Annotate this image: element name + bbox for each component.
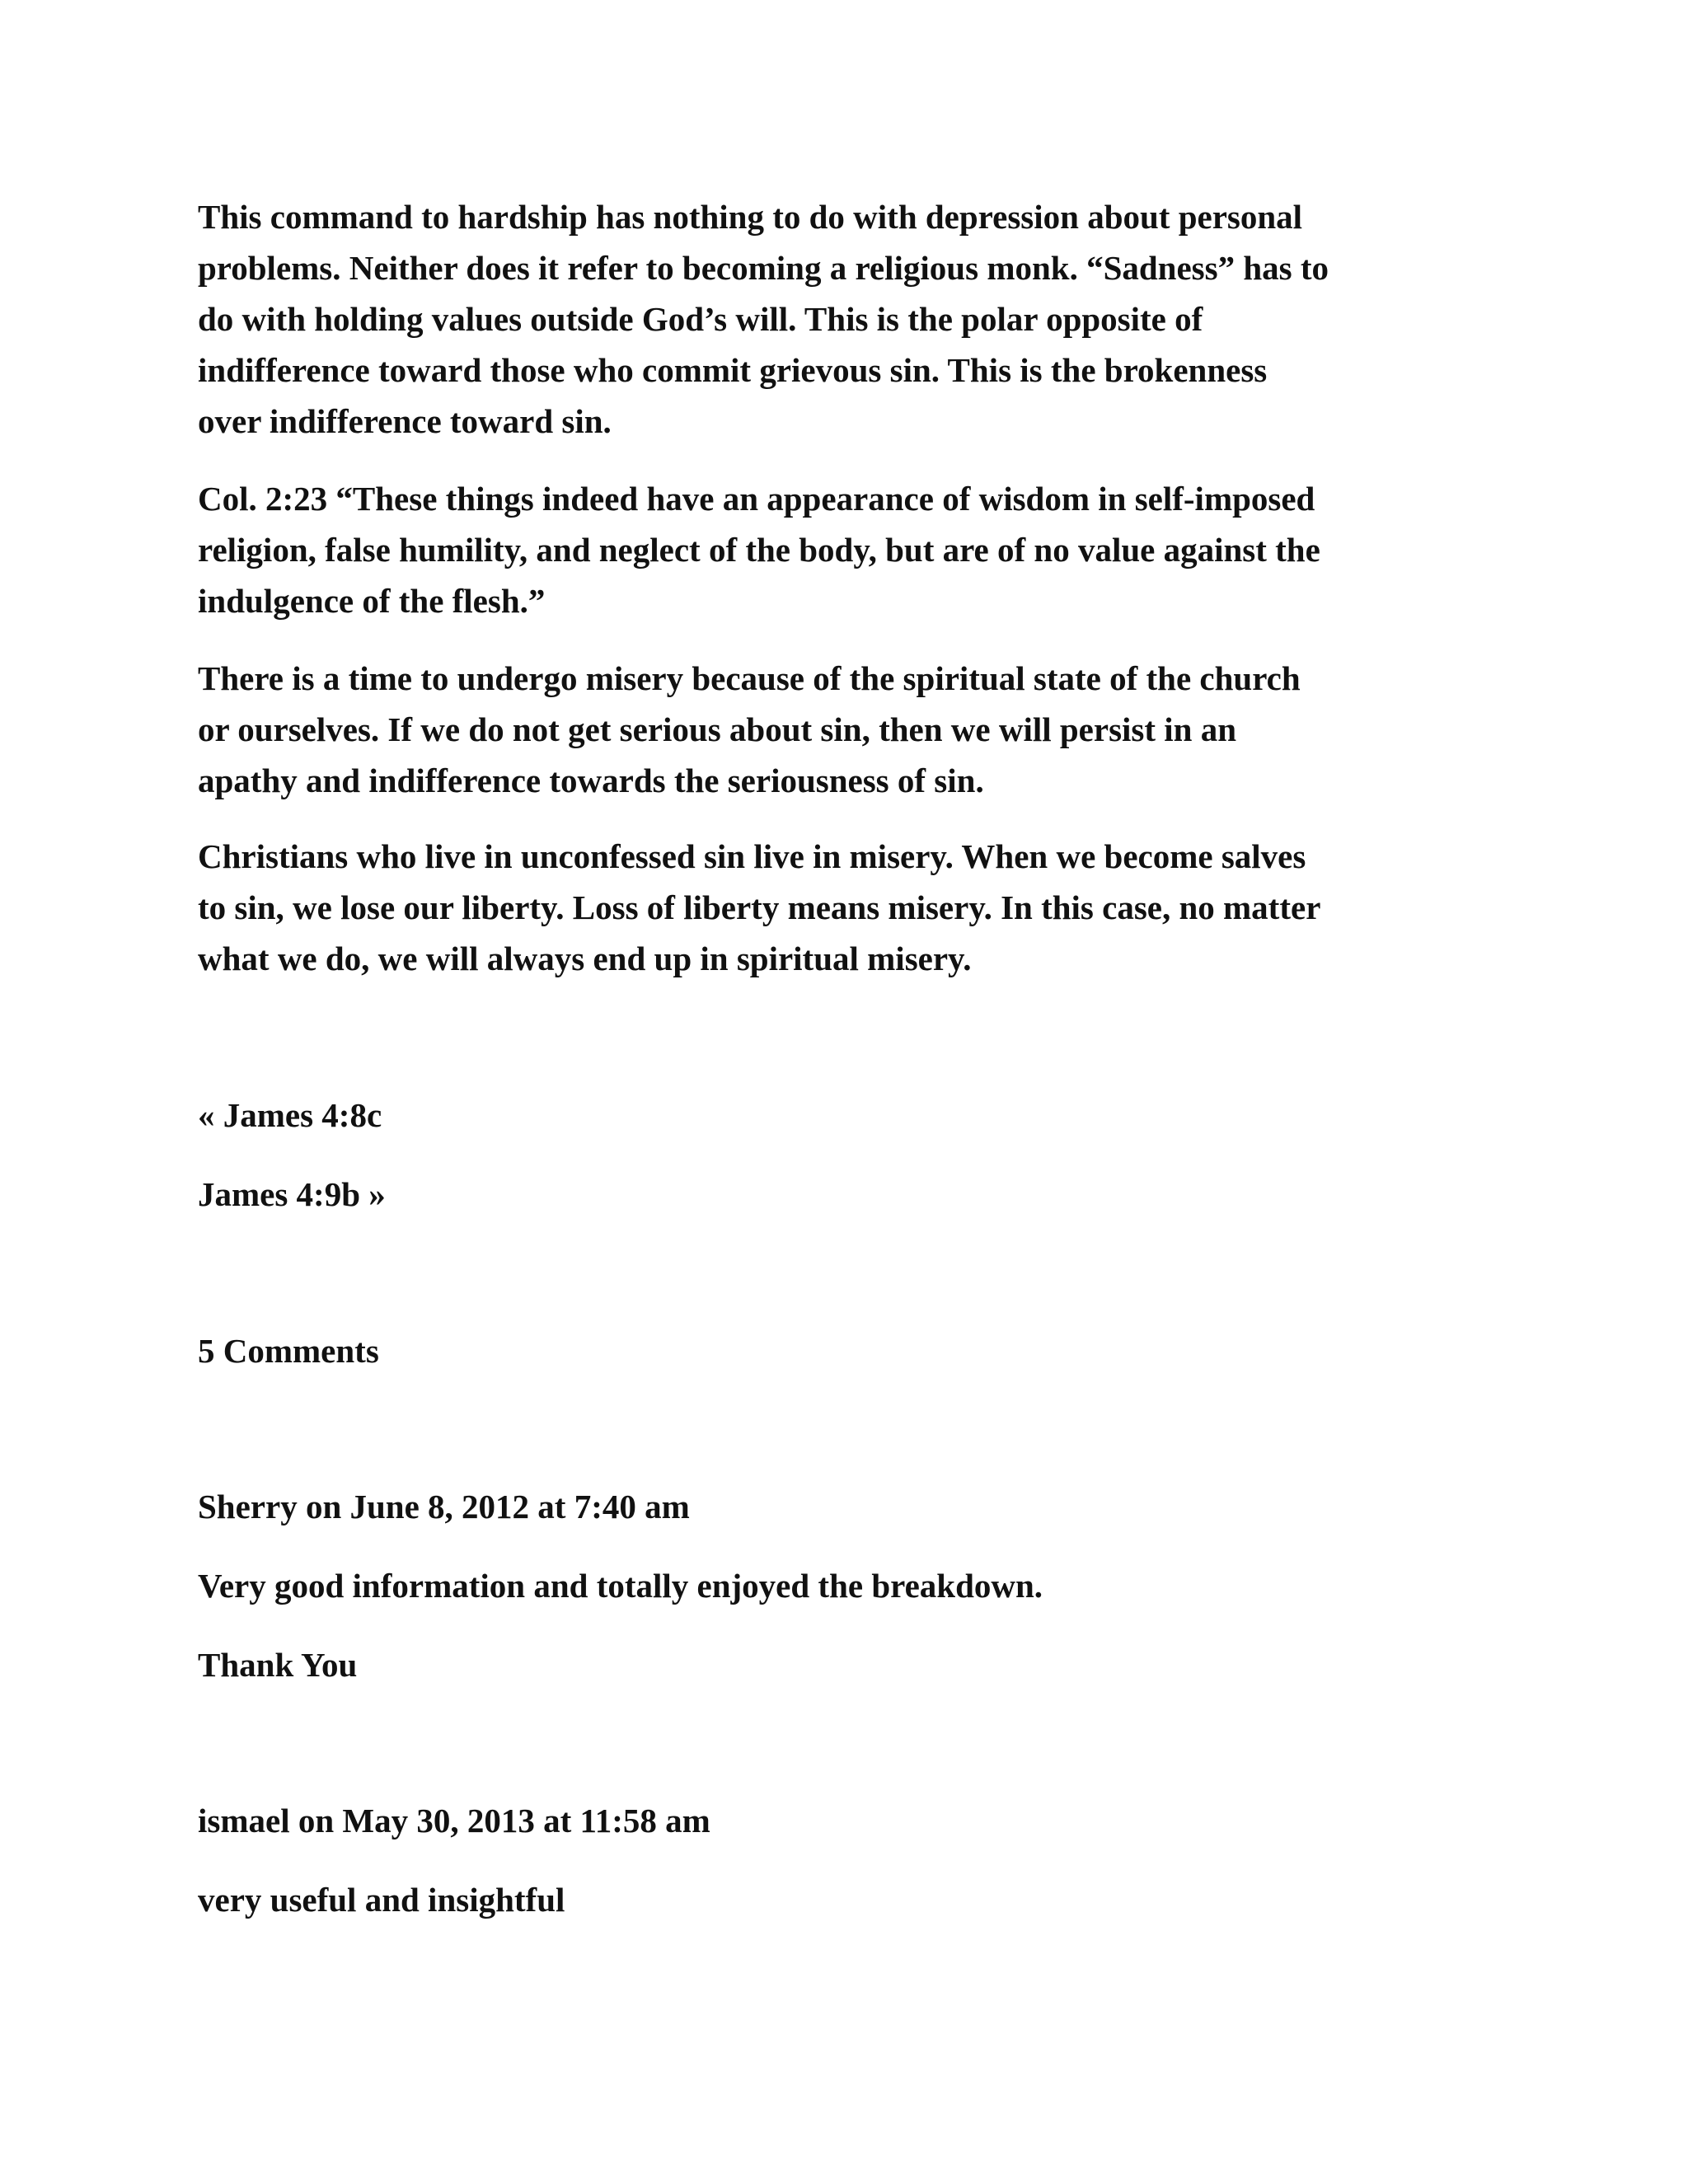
comments-heading: 5 Comments <box>198 1332 379 1370</box>
comment-text: Very good information and totally enjoyed the breakdown. <box>198 1567 1043 1605</box>
comment-meta: ismael on May 30, 2013 at 11:58 am <box>198 1802 710 1840</box>
article-paragraph: Col. 2:23 “These things indeed have an appearance of wisdom in self-imposed religion, false humility, and neglect of the body, but are of no value against the indulgence of the flesh.” <box>198 480 1320 620</box>
article-paragraph: This command to hardship has nothing to do with depression about personal problems. Neither does it refer to becoming a religious monk. “Sadness” has to do with holding values outside God’s will. This is the polar opposite of indifference toward those who commit grievous sin. This is the brokenness over indifference toward sin. <box>198 198 1329 440</box>
article-paragraph: Christians who live in unconfessed sin live in misery. When we become salves to sin, we lose our liberty. Loss of liberty means misery. In this case, no matter what we do, we will always end up in spiritual misery. <box>198 837 1321 977</box>
comment-text: Thank You <box>198 1646 358 1684</box>
article-paragraph: There is a time to undergo misery because of the spiritual state of the church or ourselves. If we do not get serious about sin, then we will persist in an apathy and indifference towards the seriousness of sin. <box>198 659 1301 799</box>
comment-meta: Sherry on June 8, 2012 at 7:40 am <box>198 1488 690 1526</box>
comment-text: very useful and insightful <box>198 1881 565 1919</box>
next-post-link[interactable]: James 4:9b » <box>198 1175 386 1213</box>
previous-post-link[interactable]: « James 4:8c <box>198 1096 382 1134</box>
